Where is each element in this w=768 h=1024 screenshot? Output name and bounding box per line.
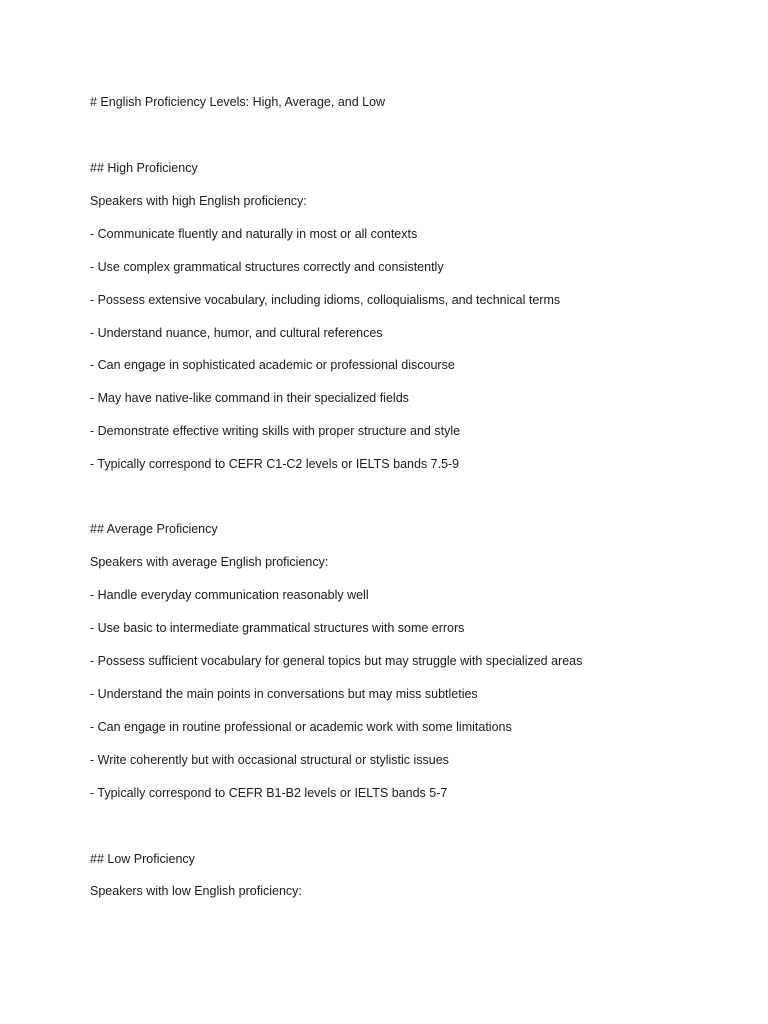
list-item: - Can engage in routine professional or academic work with some limitations <box>90 720 512 734</box>
list-item: - Typically correspond to CEFR C1-C2 levels or IELTS bands 7.5-9 <box>90 457 460 471</box>
list-item: - May have native-like command in their specialized fields <box>90 391 409 405</box>
document-title: # English Proficiency Levels: High, Average, and Low <box>90 95 386 109</box>
list-item: - Possess extensive vocabulary, including idioms, colloquialisms, and technical terms <box>90 293 561 307</box>
list-item: - Handle everyday communication reasonably well <box>90 588 369 602</box>
list-item: - Possess sufficient vocabulary for general topics but may struggle with specialized areas <box>90 654 583 668</box>
list-item: - Understand the main points in conversations but may miss subtleties <box>90 687 478 701</box>
list-item: - Use complex grammatical structures correctly and consistently <box>90 260 444 274</box>
list-item: - Typically correspond to CEFR B1-B2 levels or IELTS bands 5-7 <box>90 786 448 800</box>
list-item: - Communicate fluently and naturally in most or all contexts <box>90 227 418 241</box>
list-item: - Understand nuance, humor, and cultural references <box>90 326 383 340</box>
list-item: - Demonstrate effective writing skills with proper structure and style <box>90 424 461 438</box>
list-item: - Use basic to intermediate grammatical structures with some errors <box>90 621 465 635</box>
section-intro-average: Speakers with average English proficiency: <box>90 555 329 569</box>
section-intro-low: Speakers with low English proficiency: <box>90 884 302 898</box>
section-heading-average: ## Average Proficiency <box>90 522 218 536</box>
section-intro-high: Speakers with high English proficiency: <box>90 194 307 208</box>
section-heading-high: ## High Proficiency <box>90 161 198 175</box>
section-heading-low: ## Low Proficiency <box>90 852 195 866</box>
list-item: - Can engage in sophisticated academic or professional discourse <box>90 358 455 372</box>
list-item: - Write coherently but with occasional structural or stylistic issues <box>90 753 449 767</box>
